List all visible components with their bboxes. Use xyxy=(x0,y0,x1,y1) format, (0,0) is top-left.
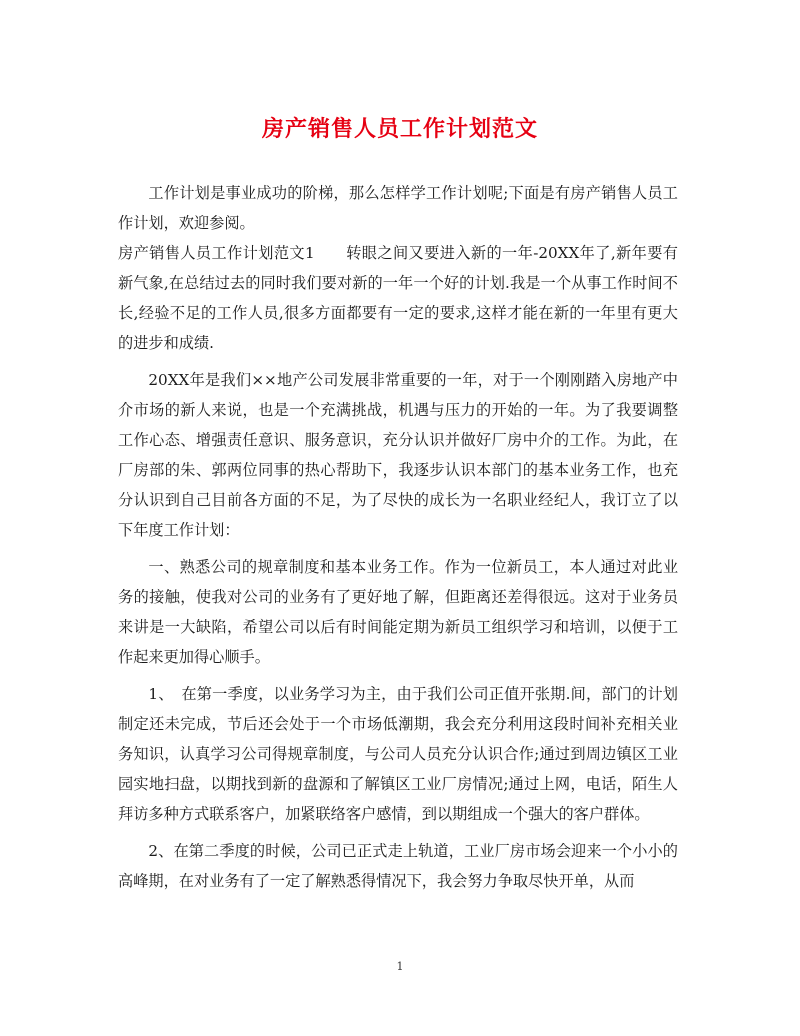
paragraph-sample-1: 房产销售人员工作计划范文1 转眼之间又要进入新的一年-20XX年了,新年要有新气象,在总结过去的同时我们要对新的一年一个好的计划.我是一个从事工作时间不长,经验不足的工作人员,很多方面都要有一定的要求,这样才能在新的一年里有更大的进步和成绩. xyxy=(118,244,678,352)
paragraph-background: 20XX年是我们××地产公司发展非常重要的一年，对于一个刚刚踏入房地产中介市场的新人来说，也是一个充满挑战，机遇与压力的开始的一年。为了我要调整工作心态、增强责任意识、服务意识，充分认识并做好厂房中介的工作。为此，在厂房部的朱、郭两位同事的热心帮助下，我逐步认识本部门的基本业务工作，也充分认识到自己目前各方面的不足，为了尽快的成长为一名职业经纪人，我订立了以下年度工作计划： xyxy=(118,371,678,539)
document-body xyxy=(118,178,678,896)
page-number: 1 xyxy=(396,960,404,973)
document-title: 房产销售人员工作计划范文 xyxy=(261,116,538,142)
paragraph-intro: 工作计划是事业成功的阶梯，那么怎样学工作计划呢;下面是有房产销售人员工作计划，欢迎参阅。 xyxy=(118,184,678,232)
paragraph-section-1: 一、熟悉公司的规章制度和基本业务工作。作为一位新员工，本人通过对此业务的接触，使我对公司的业务有了更好地了解，但距离还差得很远。这对于业务员来讲是一大缺陷，希望公司以后有时间能定期为新员工组织学习和培训，以便于工作起来更加得心顺手。 xyxy=(118,558,678,666)
paragraph-quarter-1: 1、 在第一季度，以业务学习为主，由于我们公司正值开张期.间，部门的计划制定还未完成，节后还会处于一个市场低潮期，我会充分利用这段时间补充相关业务知识，认真学习公司得规章制度，与公司人员充分认识合作;通过到周边镇区工业园实地扫盘，以期找到新的盘源和了解镇区工业厂房情况;通过上网，电话，陌生人拜访多种方式联系客户，加紧联络客户感情，到以期组成一个强大的客户群体。 xyxy=(118,685,678,823)
paragraph-quarter-2: 2、在第二季度的时候，公司已正式走上轨道，工业厂房市场会迎来一个小小的高峰期，在对业务有了一定了解熟悉得情况下，我会努力争取尽快开单，从而 xyxy=(118,842,678,890)
